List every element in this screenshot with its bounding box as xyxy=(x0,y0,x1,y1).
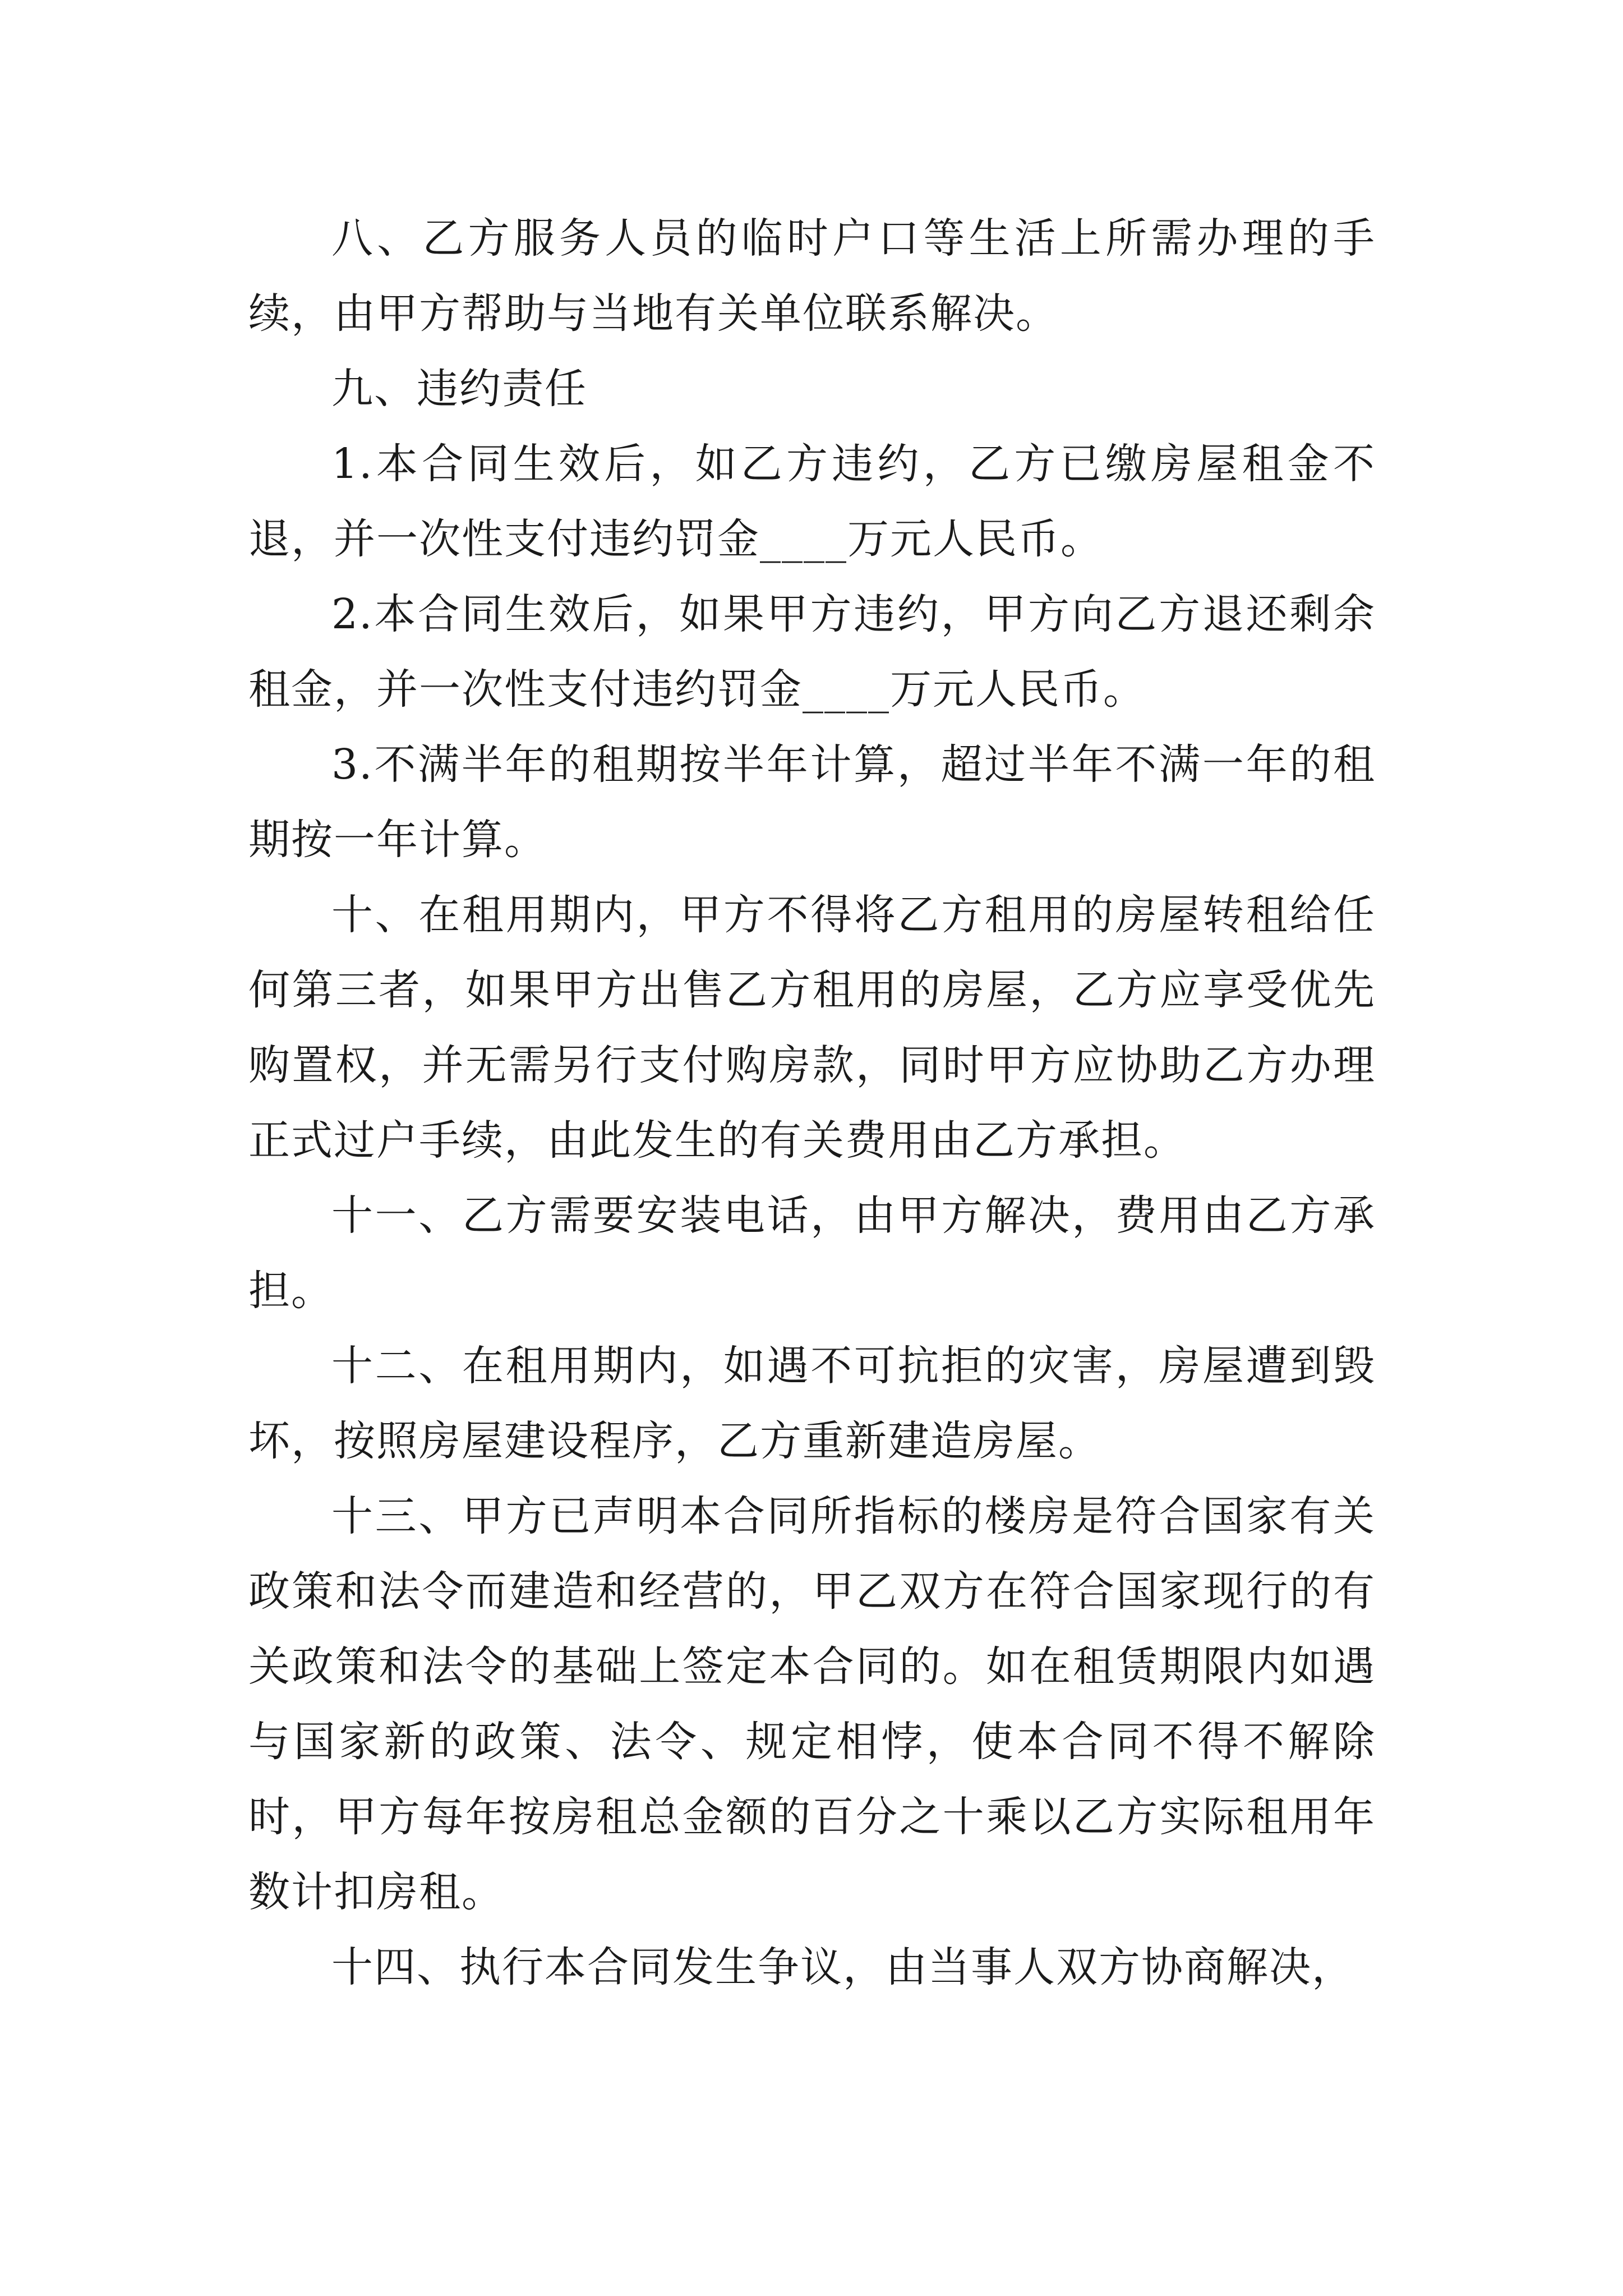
paragraph-clause-9-item-1: 1.本合同生效后，如乙方违约，乙方已缴房屋租金不退，并一次性支付违约罚金____万元人民币。 xyxy=(248,440,1376,563)
paragraph-clause-14: 十四、执行本合同发生争议，由当事人双方协商解决， xyxy=(331,1943,1354,1991)
paragraph-clause-9-heading: 九、违约责任 xyxy=(331,365,587,413)
paragraph-clause-12: 十二、在租用期内，如遇不可抗拒的灾害，房屋遭到毁坏，按照房屋建设程序，乙方重新建造房屋。 xyxy=(248,1342,1376,1465)
paragraph-clause-13: 十三、甲方已声明本合同所指标的楼房是符合国家有关政策和法令而建造和经营的，甲乙双方在符合国家现行的有关政策和法令的基础上签定本合同的。如在租赁期限内如遇与国家新的政策、法令、规定相悖，使本合同不得不解除时，甲方每年按房租总金额的百分之十乘以乙方实际租用年数计扣房租。 xyxy=(248,1492,1376,1916)
paragraph-clause-9-item-3: 3.不满半年的租期按半年计算，超过半年不满一年的租期按一年计算。 xyxy=(248,740,1376,864)
document-body xyxy=(248,201,1376,2005)
paragraph-clause-8: 八、乙方服务人员的临时户口等生活上所需办理的手续，由甲方帮助与当地有关单位联系解决。 xyxy=(248,214,1376,338)
paragraph-clause-11: 十一、乙方需要安装电话，由甲方解决，费用由乙方承担。 xyxy=(248,1191,1376,1315)
paragraph-clause-10: 十、在租用期内，甲方不得将乙方租用的房屋转租给任何第三者，如果甲方出售乙方租用的房屋，乙方应享受优先购置权，并无需另行支付购房款，同时甲方应协助乙方办理正式过户手续，由此发生的有关费用由乙方承担。 xyxy=(248,891,1376,1165)
paragraph-clause-9-item-2: 2.本合同生效后，如果甲方违约，甲方向乙方退还剩余租金，并一次性支付违约罚金____万元人民币。 xyxy=(248,590,1376,714)
